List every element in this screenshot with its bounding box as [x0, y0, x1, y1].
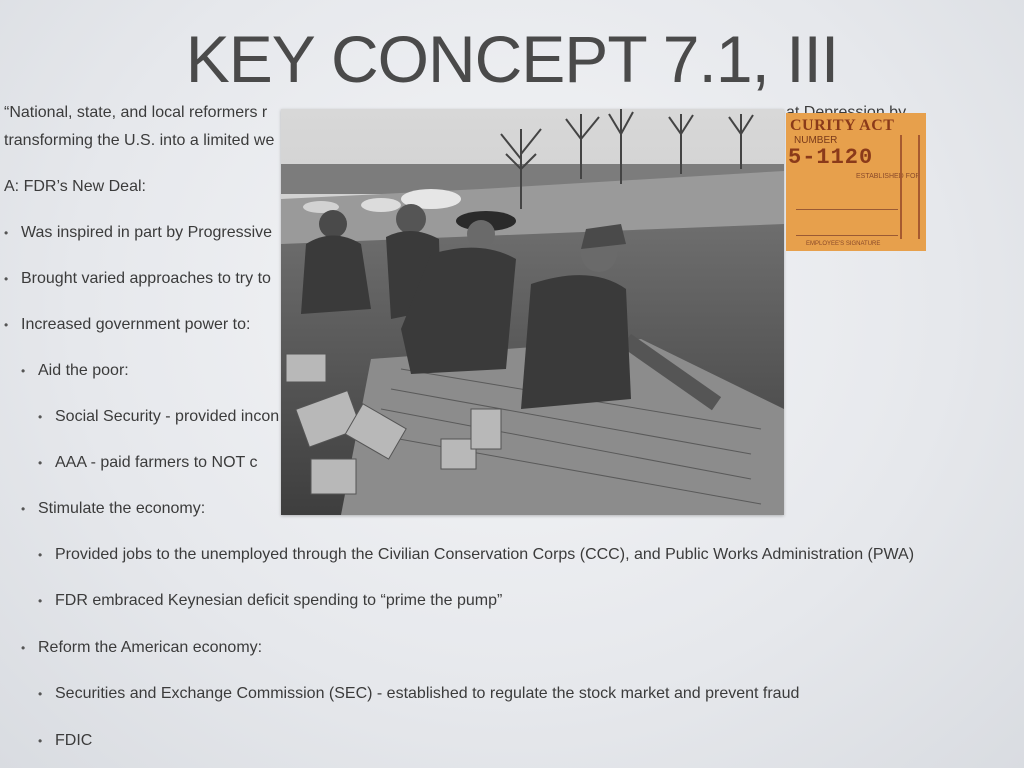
list-item: • Stimulate the economy:	[21, 500, 206, 517]
card-signature-label: EMPLOYEE'S SIGNATURE	[806, 241, 881, 247]
list-item: • FDIC	[38, 732, 93, 749]
list-item: • Securities and Exchange Commission (SEC) - established to regulate the stock market and prevent fraud	[38, 685, 800, 702]
card-number: 5-1120	[788, 145, 874, 170]
list-item: • FDR embraced Keynesian deficit spending to “prime the pump”	[38, 592, 503, 609]
list-item: • Reform the American economy:	[21, 639, 263, 656]
list-item: • AAA - paid farmers to NOT c	[38, 454, 258, 471]
quote-line-2: transforming the U.S. into a limited we	[4, 132, 275, 149]
quote-line-1: “National, state, and local reformers r	[4, 104, 268, 121]
list-item: • Social Security - provided incon	[38, 408, 280, 425]
card-column-ornament	[900, 135, 920, 239]
social-security-card	[786, 113, 926, 251]
workers-photo	[281, 109, 784, 515]
list-item: • Provided jobs to the unemployed through the Civilian Conservation Corps (CCC), and Public Works Administration (PWA)	[38, 546, 915, 563]
list-item: • Increased government power to:	[4, 316, 251, 333]
list-item: • Brought varied approaches to try to	[4, 270, 271, 287]
card-established-label: ESTABLISHED FOR	[856, 173, 921, 180]
card-number-label: NUMBER	[794, 135, 838, 146]
slide-title: KEY CONCEPT 7.1, III	[185, 22, 839, 96]
card-divider	[796, 209, 898, 210]
workers-photo-image	[281, 109, 784, 515]
list-item: • Aid the poor:	[21, 362, 129, 379]
list-item: • Was inspired in part by Progressive	[4, 224, 273, 241]
card-header: CURITY ACT	[790, 117, 895, 134]
card-divider	[796, 235, 898, 236]
section-heading: A: FDR’s New Deal:	[4, 178, 146, 195]
